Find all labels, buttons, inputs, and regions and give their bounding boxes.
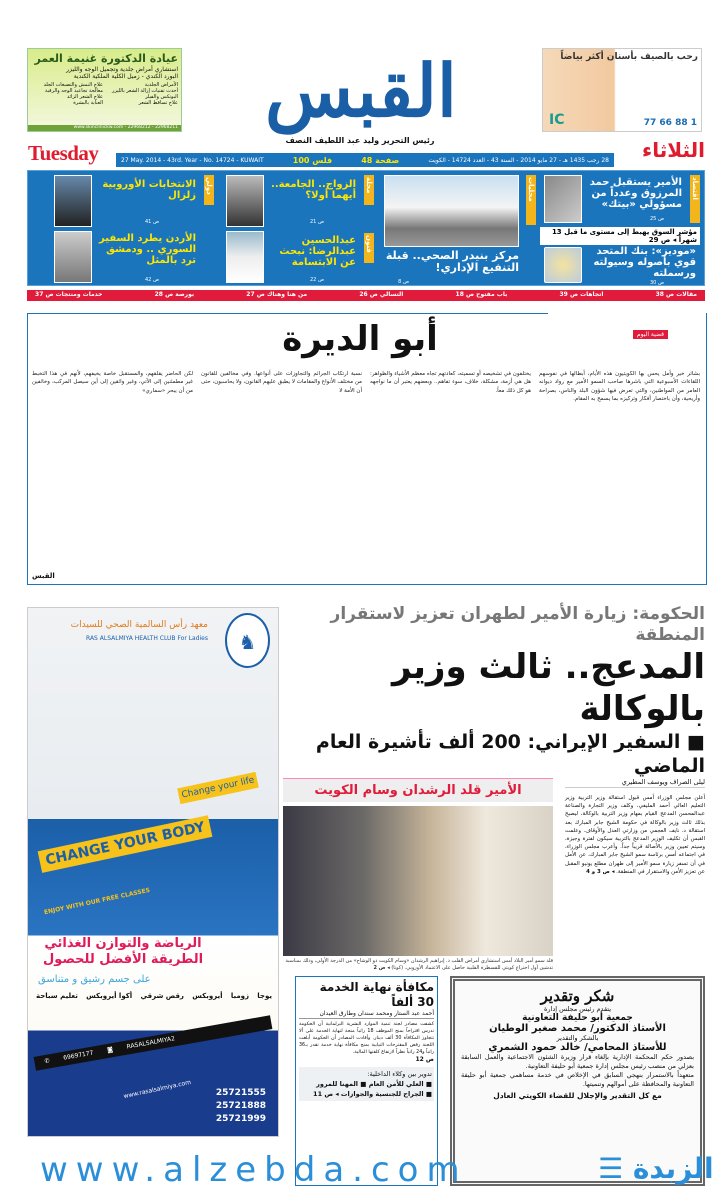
photo-caption: قلد سمو أمير البلاد أمس استشاري أمراض القلب د. إبراهيم الرشدان «وسام الكويت ذو الوشاح» من الدرجة الأولى، وذلك بمناسبة تدشين أول اختراع كويتي للقسطرة القلبية حاصل على الاعتماد الأوروبي. (كونا) ◂ ص 2 [285, 958, 553, 971]
clinic-service: علاج النمش والتصبغات الجلد [43, 82, 103, 88]
price: 100 فلس [292, 155, 333, 165]
teaser-photo [54, 231, 92, 283]
photo-story-title: الأمير قلد الرشدان وسام الكويت [283, 778, 553, 802]
class-item: تعليم سباحة [36, 992, 78, 1000]
rotation-item: الجراح للجنسية والجوازات [340, 1090, 424, 1098]
notice-person: للأستاذ المحامي/ خالد حمود الشمري [488, 1042, 667, 1053]
date-english: 27 May. 2014 - 43rd. Year - No. 14724 - KUWAIT [121, 156, 264, 164]
lead-body-row [283, 778, 705, 974]
service-story-body: كشفت مصادر لجنة تنمية الموارد البشرية البرلمانية أن الحكومة تدرس اقتراحاً بمنح الموظف 18 راتباً منحة لنهاية الخدمة على ألا تتجاوز المكافأة 30 ألف دينار. وأفادت المصادر أن الحكومة أبلغت اللجنة رفض المقترحات النيابية بمنح مكافأة نهاية خدمة تقدر بـ36 راتباً و24 راتباً نظراً لارتفاع كلفتها المالية. [299, 1022, 434, 1055]
index-item[interactable]: التسالي ص 26 [359, 291, 404, 298]
phone: 25721555 [215, 1088, 266, 1098]
teaser-item[interactable] [266, 235, 356, 268]
editorial-tag: قضية اليوم [633, 330, 668, 339]
teaser-title: الانتخابات الأوروبية زلزال [102, 179, 196, 201]
teaser-photo [226, 175, 264, 227]
emir-photo [283, 806, 553, 956]
ticker-page: ص 29 [648, 236, 671, 244]
index-item[interactable]: مقالات ص 38 [655, 291, 697, 298]
summer-ad[interactable] [542, 48, 702, 132]
lead-headlines [283, 604, 705, 778]
teaser-item[interactable] [384, 250, 519, 274]
index-item[interactable]: خدمات ومنتجات ص 37 [35, 291, 103, 298]
clinic-ad-line: البورد الكندي - زميل الكلية الملكية الكندية [73, 73, 178, 80]
teaser-item[interactable] [586, 177, 682, 210]
notice-closing: مع كل التقدير والإجلال للقضاء الكويتي العادل [493, 1091, 662, 1100]
editorial-signature: القبس [32, 572, 55, 580]
page-ref: ص 21 [309, 219, 324, 225]
service-story-byline: أحمد عبد الستار ومحمد سندان وطارق العيدان [299, 1010, 434, 1019]
section-tag: محليات [526, 175, 536, 225]
lead-byline: ليلى الصراف ويوسف المطيري [565, 778, 705, 788]
ticker-text: مؤشر السوق يهبط إلى مستوى ما قبل 13 شهراً [551, 228, 697, 244]
caption-text: قلد سمو أمير البلاد أمس استشاري أمراض القلب د. إبراهيم الرشدان «وسام الكويت ذو الوشاح» من الدرجة الأولى، وذلك بمناسبة تدشين أول اختراع كويتي للقسطرة القلبية حاصل على الاعتماد الأوروبي. (كونا) [285, 958, 553, 971]
footer-logo [598, 1152, 714, 1185]
editorial-column: بشائر خير وأمل يحس بها الكويتيون هذه الأيام، أبطالها في نفوسهم اللقاءات الأسبوعية التي باشرها صاحب السمو الأمير مع رواد ديوانه العامر من المواطنين، والتي تعرض فيها شؤون البلد والناس، بصراحة وأريحية، وأن باختصار أفكار وتركيزه بما يسمح به المقام. [539, 371, 700, 402]
class-list [36, 992, 272, 1000]
lead-column [283, 604, 705, 1186]
instagram-icon: ◙ [106, 1046, 114, 1055]
page-ref: ص 22 [309, 277, 324, 283]
lines-icon: ☰ [598, 1152, 624, 1185]
logo-text: القبس [265, 47, 457, 133]
notice-paragraph: متعهداً بالاستمرار بنهجي السابق في الإخلاص في خدمة مساهمي جمعية أبو حليفة التعاونية والمحافظة على أموالهم وتنميتها. [461, 1071, 694, 1088]
teaser-title: الأردن يطرد السفير السوري .. ودمشق ترد بالمثل [99, 233, 196, 266]
clinic-ad-footer: www.skinclinickw.com - 22968212 - 22968211 [28, 125, 181, 131]
slogan-life: Change your life [177, 772, 259, 804]
clinic-service: البوتكس والفيلر [145, 94, 178, 100]
index-item[interactable]: باب مفتوح ص 18 [455, 291, 508, 298]
notice-line: يتقدم رئيس مجلس إدارة [543, 1005, 612, 1013]
market-ticker[interactable]: مؤشر السوق يهبط إلى مستوى ما قبل 13 شهراً ◂ ص 29 [540, 227, 700, 245]
social-strip [34, 1015, 273, 1070]
summer-ad-brand: IC [549, 112, 565, 128]
rotation-item: العلي للأمن العام [368, 1080, 424, 1088]
summer-ad-phone: 1 88 66 77 [643, 118, 697, 128]
editorial-column: نسبة ارتكاب الجرائم والتجاوزات على أنواعها. وفي مخالفين للقانون من مختلف الأنواع والمقامات لا يطبق عليهم القانون، ولا يحاسبون، حتى أن الأمة لا [201, 371, 362, 394]
date-arabic: 28 رجب 1435 هـ - 27 مايو 2014 - السنة 43 - العدد 14724 - الكويت [428, 156, 609, 164]
teaser-title: الزواج.. الجامعة.. أيهما أولا؟ [271, 179, 356, 201]
page-ref: ص 25 [649, 216, 664, 222]
service-story-title[interactable]: مكافأة نهاية الخدمة 30 ألفاً [319, 980, 434, 1009]
teaser-item[interactable] [96, 179, 196, 201]
page-ref: ص 41 [144, 219, 159, 225]
section-tag: محلة [364, 175, 374, 205]
rotation-title: تدوير بين وكلاء الداخلية: [367, 1070, 432, 1078]
whatsapp-number: 69697177 [62, 1049, 95, 1062]
clinic-ad[interactable] [27, 48, 182, 132]
ministry-rotation: تدوير بين وكلاء الداخلية: ■ العلي للأمن العام ■ المهنا للمرور ■ الجراح للجنسية والجوازات ◂ ص 11 [299, 1067, 434, 1101]
clinic-ad-title: عيادة الدكتورة غنيمة العمر [34, 52, 178, 65]
lead-kicker: الحكومة: زيارة الأمير لطهران تعزيز لاستقرار المنطقة [330, 604, 705, 645]
clinic-ad-line: استشاري أمراض جلدية وتجميل الوجه والليزر [66, 66, 178, 73]
clinic-service: علاج الشعر الزائد [67, 94, 103, 100]
lead-headline[interactable]: المدعج.. ثالث وزير بالوكالة [391, 647, 705, 729]
class-item: أكوا أيروبكس [86, 992, 133, 1000]
teaser-item[interactable] [586, 246, 696, 279]
section-tag: فنون [364, 233, 374, 263]
class-item: زومبا [230, 992, 250, 1000]
teaser-title: الأمير يستقبل حمد المرزوق وعدداً من مسؤولي «بيتك» [589, 177, 682, 210]
day-arabic: الثلاثاء [642, 138, 705, 162]
photo-story [283, 778, 553, 974]
notice-org: جمعية أبو حليفة التعاونية [522, 1013, 633, 1023]
clinic-service: العناية بالبشرة [73, 100, 103, 106]
rotation-item: المهنا للمرور [316, 1080, 359, 1088]
masthead-logo[interactable] [220, 45, 502, 135]
teaser-title: عبدالحسين عبدالرضا: نبحث عن الابتسامة [279, 235, 356, 268]
teaser-item[interactable] [96, 233, 196, 266]
club-phones [216, 1087, 266, 1126]
lead-page-ref[interactable]: ص 3 و 4 [586, 868, 610, 875]
club-name-ar: معهد رأس السالمية الصحي للسيدات [70, 620, 208, 630]
caption-page-ref[interactable]: ص 2 [373, 964, 386, 971]
index-item[interactable]: من هنا وهناك ص 27 [246, 291, 308, 298]
lead-body: أعلن مجلس الوزراء أمس قبول استقالة وزير التربية وزير التعليم العالي أحمد المليفي، وكلف وزير التجارة والصناعة عبدالمحسن المدعج القيام بمهام وزير التربية بالوكالة، ليصبح بذلك ثالث وزير بالوكالة في حكومة الشيخ جابر المبارك بعد استقالة د. نايف العجمي من وزارتي العدل والأوقاف. وعلمت القبس أن تكليف الوزير المدعج بالتربية سيكون لفترة وجيزة، وسيتم تعيين وزير بالأصالة قريباً جداً. وأعرب مجلس الوزراء، في اجتماعه أمس برئاسة سمو الشيخ جابر المبارك، عن الأمل في أن تسفر زيارة سمو الأمير إلى طهران مطلع يونيو المقبل عن تعزيز الأمن والاستقرار في المنطقة. ◂ ص 3 و 4 [565, 795, 705, 875]
slogan-body: CHANGE YOUR BODY [38, 815, 213, 873]
day-english: Tuesday [28, 141, 99, 165]
free-classes: ENJOY WITH OUR FREE CLASSES [43, 886, 151, 917]
clinic-services [31, 82, 178, 106]
section-tag: اقتصاد [690, 175, 700, 223]
teaser-panel [27, 170, 705, 286]
teaser-photo [226, 231, 264, 283]
club-name-en: RAS ALSALMIYA HEALTH CLUB For Ladies [86, 635, 208, 642]
notice-line: بالشكر والتقدير [556, 1034, 599, 1042]
lead-subhead: ■ السفير الإيراني: 200 ألف تأشيرة العام الماضي [315, 731, 705, 777]
phone: 25721999 [215, 1114, 266, 1124]
page-ref: ص 8 [398, 279, 409, 285]
editorial-column: يختلفون في تشخيصه أو تسميته، كعادتهم تجاه معظم الأشياء والظواهر: هل هي أزمة، مشكلة، خلاف، سوء تفاهم.. وبعضهم يعتبر أن ما نواجهه هو كل ذلك معاً. [370, 371, 531, 394]
clinic-service: الأمراض الجلدية [144, 82, 178, 88]
footer-logo-text: الزبدة [632, 1152, 714, 1185]
notice-heading: شكر وتقدير [540, 987, 615, 1005]
health-club-ad[interactable] [27, 607, 279, 1137]
class-item: رقص شرقي [140, 992, 184, 1000]
notice-paragraph: بصدور حكم المحكمة الإدارية بإلغاء قرار وزيرة الشئون الاجتماعية والعمل السابقة بعزلي من منصب رئيس مجلس إدارة جمعية أبو حليفة التعاونية. [461, 1053, 694, 1070]
footer-url[interactable]: www.alzebda.com [40, 1150, 468, 1190]
teaser-item[interactable] [266, 179, 356, 201]
date-bar [116, 153, 614, 167]
page-ref: ص 42 [144, 277, 159, 283]
instagram-handle: RASALSALMIYA2 [126, 1035, 176, 1051]
lead-body-text: أعلن مجلس الوزراء أمس قبول استقالة وزير التربية وزير التعليم العالي أحمد المليفي، وكلف وزير التجارة والصناعة عبدالمحسن المدعج القيام بمهام وزير التربية بالوكالة، ليصبح بذلك ثالث وزير بالوكالة في حكومة الشيخ جابر المبارك بعد استقالة د. نايف العجمي من وزارتي العدل والأوقاف. وعلمت القبس أن تكليف الوزير المدعج بالتربية سيكون لفترة وجيزة، وسيتم تعيين وزير بالأصالة قريباً جداً. وأعرب مجلس الوزراء، في اجتماعه أمس برئاسة سمو الشيخ جابر المبارك، عن الأمل في أن تسفر زيارة سمو الأمير إلى طهران مطلع يونيو المقبل عن تعزيز الأمن والاستقرار في المنطقة. [565, 795, 705, 875]
summer-ad-title: رحب بالصيف بأسنان أكثر بياضاً [560, 52, 698, 62]
notice-person: الأستاذ الدكتور/ محمد صغير الوطيان [489, 1023, 666, 1034]
lead-article [565, 778, 705, 974]
index-item[interactable]: بورصة ص 28 [154, 291, 195, 298]
whatsapp-icon: ✆ [43, 1057, 51, 1066]
editorial-column: لكن الحاضر يقلقهم، والمستقبل خاصة يخيفهم، لأنهم في هذا التخبط غير مطمئنين إلى الآتي، وغير واثقين إلى أين سيصل المركب، وخائفين من أن يبحر «سماري» [32, 371, 193, 394]
club-slogan-ar-2: على جسم رشيق و متناسق [38, 974, 151, 985]
page-ref: ص 30 [649, 280, 664, 286]
editorial-title: أبو الديرة [282, 319, 438, 359]
page-count: 48 صفحة [361, 155, 400, 165]
club-website[interactable]: www.rasalsalmiya.com [123, 1078, 192, 1101]
teaser-logo-image [544, 247, 582, 283]
service-page-ref[interactable]: ص 12 [415, 1056, 434, 1063]
clinic-service: معالجة تجاعيد الوجه والرقبة [44, 88, 103, 94]
teaser-photo [384, 175, 519, 247]
clinic-service: علاج تساقط الشعر [138, 100, 178, 106]
editor-in-chief: رئيس التحرير وليد عبد اللطيف النصف [285, 136, 435, 145]
editorial-body [32, 370, 700, 570]
index-strip [27, 290, 705, 301]
clinic-service: أحدث تقنيات إزالة الشعر بالليزر [111, 88, 178, 94]
club-crest-icon: ♞ [225, 613, 270, 668]
class-item: أيروبكس [192, 992, 223, 1000]
index-item[interactable]: اتجاهات ص 39 [559, 291, 604, 298]
teaser-photo [54, 175, 92, 227]
club-slogan-ar: الرياضة والتوازن الغذائي الطريقة الأفضل للحصول [42, 936, 204, 967]
teaser-title: مركز بنيدر الصحي.. قبلة التنفيع الإداري! [385, 249, 519, 274]
section-tag: دولي [204, 175, 214, 205]
rotation-page-ref[interactable]: ص 11 [313, 1090, 334, 1098]
phone: 25721888 [215, 1101, 266, 1111]
class-item: يوجا [257, 992, 272, 1000]
teaser-title: «موديز»: بنك المتحد قوي بأصوله وسيولته ورسملته [593, 246, 696, 279]
teaser-photo [544, 175, 582, 223]
